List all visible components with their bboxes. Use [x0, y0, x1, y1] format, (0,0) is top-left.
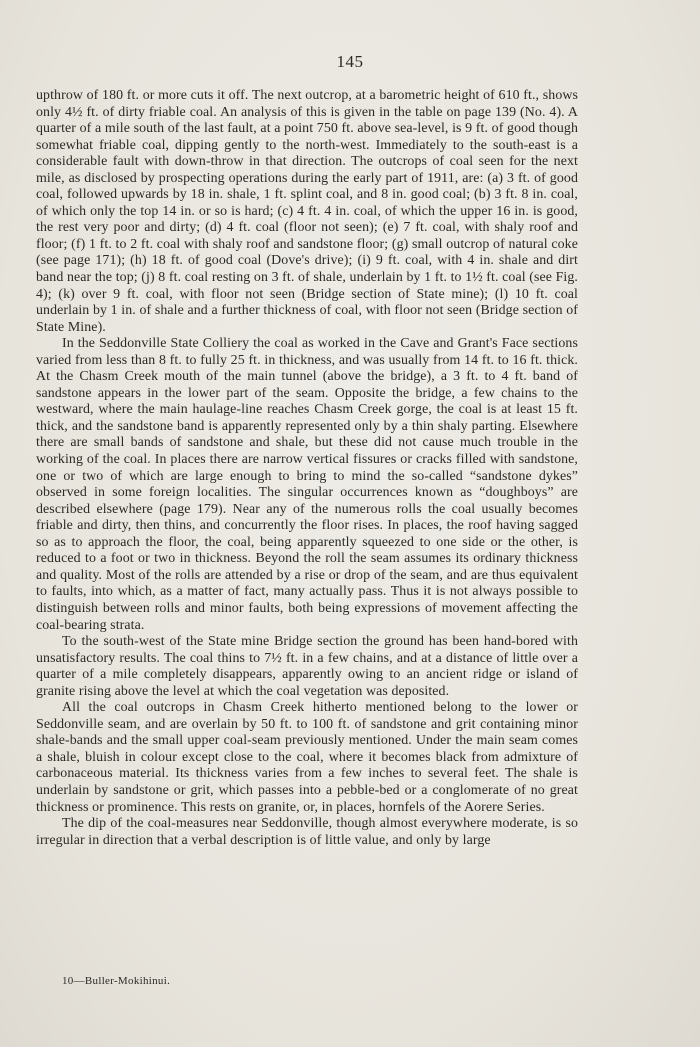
paragraph-coal-outcrops: All the coal outcrops in Chasm Creek hitherto mentioned belong to the lower or Seddonville seam, and are overlain by 50 ft. to 100 ft. of sandstone and grit containing minor shale-bands and the small upper coal-seam previously mentioned. Under the main seam comes a shale, bluish in colour except close to the coal, where it becomes black from admixture of carbonaceous material. Its thickness varies from a few inches to several feet. The shale is underlain by sandstone or grit, which passes into a pebble-bed or a conglomerate of no great thickness or prominence. This rests on granite, or, in places, hornfels of the Aorere Series.	[36, 700, 578, 815]
paragraph-continuation: upthrow of 180 ft. or more cuts it off. The next outcrop, at a barometric height of 610 ft., shows only 4½ ft. of dirty friable coal. An analysis of this is given in the table on page 139 (No. 4). A quarter of a mile south of the last fault, at a point 750 ft. above sea-level, is 9 ft. of good though somewhat friable coal, dipping gently to the north-west. Immediately to the south-east is a considerable fault with down-throw in that direction. The outcrops of coal seen for the next mile, as disclosed by prospecting operations during the early part of 1911, are: (a) 3 ft. of good coal, followed upwards by 18 in. shale, 1 ft. splint coal, and 8 in. good coal; (b) 3 ft. 8 in. coal, of which only the top 14 in. or so is hard; (c) 4 ft. 4 in. coal, of which the upper 16 in. is good, the rest very poor and dirty; (d) 4 ft. coal (floor not seen); (e) 7 ft. coal, with shaly roof and floor; (f) 1 ft. to 2 ft. coal with shaly roof and sandstone floor; (g) small outcrop of natural coke (see page 171); (h) 18 ft. of good coal (Dove's drive); (i) 9 ft. coal, with 4 in. shale and dirt band near the top; (j) 8 ft. coal resting on 3 ft. of shale, underlain by 1 ft. to 1½ ft. coal (see Fig. 4); (k) over 9 ft. coal, with floor not seen (Bridge section of State mine); (l) 10 ft. coal underlain by 1 in. of shale and a further thickness of coal, with floor not seen (Bridge section of State Mine).	[36, 88, 578, 335]
page-number: 145	[336, 52, 364, 71]
paragraph-south-west-bores: To the south-west of the State mine Bridge section the ground has been hand-bored with unsatisfactory results. The coal thins to 7½ ft. in a few chains, and at a distance of little over a quarter of a mile completely disappears, apparently owing to an ancient ridge or island of granite rising above the level at which the coal vegetation was deposited.	[36, 634, 578, 699]
body-text	[36, 88, 578, 849]
paragraph-dip: The dip of the coal-measures near Seddonville, though almost everywhere moderate, is so irregular in direction that a verbal description is of little value, and only by large	[36, 816, 578, 848]
paragraph-seddonville-colliery: In the Seddonville State Colliery the coal as worked in the Cave and Grant's Face sections varied from less than 8 ft. to fully 25 ft. in thickness, and was usually from 14 ft. to 16 ft. thick. At the Chasm Creek mouth of the main tunnel (above the bridge), a 3 ft. to 4 ft. band of sandstone appears in the lower part of the seam. Opposite the bridge, a few chains to the westward, where the main haulage-line reaches Chasm Creek gorge, the coal is at least 15 ft. thick, and the sandstone band is apparently represented only by a thin shaly parting. Elsewhere there are small bands of sandstone and shale, but these did not cause much trouble in the working of the coal. In places there are narrow vertical fissures or cracks filled with sandstone, one or two of which are large enough to bring to mind the so-called “sandstone dykes” observed in some foreign localities. The singular occurrences known as “doughboys” are described elsewhere (page 179). Near any of the numerous rolls the coal usually becomes friable and dirty, then thins, and concurrently the floor rises. In places, the roof having sagged so as to approach the floor, the coal, being apparently squeezed to one side or the other, is reduced to a foot or two in thickness. Beyond the roll the seam assumes its ordinary thickness and quality. Most of the rolls are attended by a rise or drop of the seam, and are thus equivalent to faults, into which, as a matter of fact, many actually pass. Thus it is not always possible to distinguish between rolls and minor faults, both being expressions of movement affecting the coal-bearing strata.	[36, 336, 578, 633]
printer-signature-mark: 10—Buller-Mokihinui.	[62, 975, 171, 987]
